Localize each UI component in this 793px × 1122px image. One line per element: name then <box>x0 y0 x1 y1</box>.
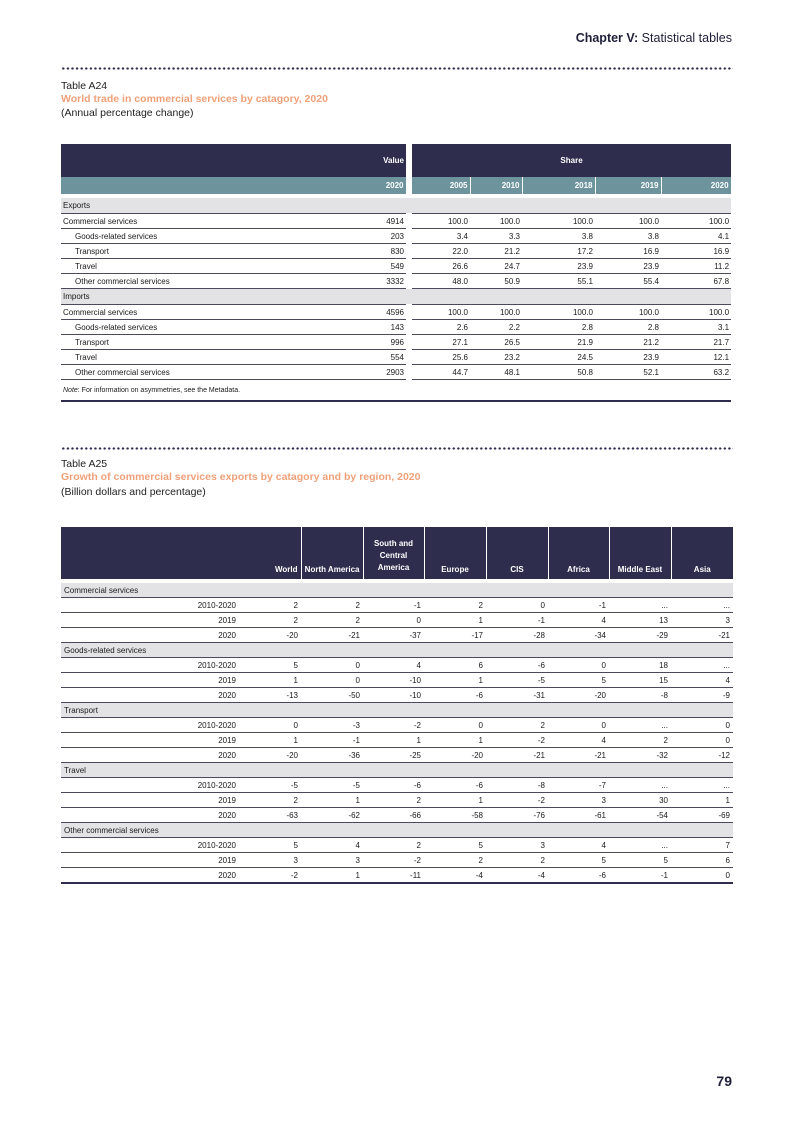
year-header: 2005 <box>412 177 470 194</box>
period-cell: 2019 <box>61 793 239 808</box>
value-cell: -61 <box>548 808 609 823</box>
value-cell: -11 <box>363 868 424 884</box>
value-cell: 18 <box>609 658 671 673</box>
table-row <box>61 808 733 823</box>
share-cell: 55.4 <box>595 274 661 289</box>
value-cell: 5 <box>239 658 301 673</box>
year-header: 2010 <box>470 177 522 194</box>
column-header: North America <box>301 527 363 579</box>
share-cell: 44.7 <box>412 365 470 380</box>
section-row <box>61 643 733 658</box>
value-cell: 4 <box>548 733 609 748</box>
value-cell: 1 <box>239 673 301 688</box>
table-row <box>61 628 733 643</box>
share-cell: 27.1 <box>412 335 470 350</box>
value-cell: -1 <box>363 598 424 613</box>
value-cell: -6 <box>548 868 609 884</box>
value-cell: -25 <box>363 748 424 763</box>
table-a25 <box>61 527 733 884</box>
row-label: Other commercial services <box>61 365 336 380</box>
share-cell: 11.2 <box>661 259 731 274</box>
share-cell: 100.0 <box>522 305 595 320</box>
share-header: Share <box>412 144 731 177</box>
dotted-divider <box>61 67 733 70</box>
header-blank <box>61 144 336 177</box>
value-cell: 30 <box>609 793 671 808</box>
section-label: Goods-related services <box>61 643 733 658</box>
section-row <box>61 763 733 778</box>
value-cell: 5 <box>239 838 301 853</box>
share-cell: 21.7 <box>661 335 731 350</box>
row-label: Travel <box>61 259 336 274</box>
value-cell: -2 <box>363 718 424 733</box>
period-cell: 2010-2020 <box>61 718 239 733</box>
value-cell: -10 <box>363 688 424 703</box>
year-header: 2019 <box>595 177 661 194</box>
value-cell: 3 <box>548 793 609 808</box>
share-cell: 23.9 <box>595 350 661 365</box>
table-a24-label: Table A24 <box>61 80 108 92</box>
value-cell: -34 <box>548 628 609 643</box>
row-label: Transport <box>61 244 336 259</box>
value-cell: -76 <box>486 808 548 823</box>
value-cell: -36 <box>301 748 363 763</box>
share-cell: 63.2 <box>661 365 731 380</box>
column-header: Europe <box>424 527 486 579</box>
table-row <box>61 613 733 628</box>
share-cell: 2.6 <box>412 320 470 335</box>
share-cell: 21.2 <box>470 244 522 259</box>
year-header: 2020 <box>661 177 731 194</box>
share-cell: 48.0 <box>412 274 470 289</box>
value-cell: -6 <box>424 778 486 793</box>
table-row <box>61 365 731 380</box>
table-row <box>61 259 731 274</box>
section-label: Travel <box>61 763 733 778</box>
value-cell: 4 <box>671 673 733 688</box>
period-cell: 2010-2020 <box>61 778 239 793</box>
value-cell: -8 <box>486 778 548 793</box>
value-header: Value <box>336 144 406 177</box>
share-cell: 21.9 <box>522 335 595 350</box>
value-cell: 5 <box>424 838 486 853</box>
value-cell: 4914 <box>336 214 406 229</box>
share-cell: 55.1 <box>522 274 595 289</box>
share-cell: 23.9 <box>522 259 595 274</box>
section-label: Other commercial services <box>61 823 733 838</box>
value-cell: 3 <box>239 853 301 868</box>
share-cell: 23.9 <box>595 259 661 274</box>
value-cell: 0 <box>548 718 609 733</box>
table-row <box>61 305 731 320</box>
share-cell: 26.5 <box>470 335 522 350</box>
value-cell: 0 <box>239 718 301 733</box>
value-cell: 5 <box>609 853 671 868</box>
share-cell: 100.0 <box>470 305 522 320</box>
value-cell: -3 <box>301 718 363 733</box>
value-cell: -5 <box>301 778 363 793</box>
value-cell: 2 <box>424 853 486 868</box>
value-cell: -66 <box>363 808 424 823</box>
value-cell: 1 <box>424 613 486 628</box>
share-cell: 26.6 <box>412 259 470 274</box>
period-cell: 2020 <box>61 808 239 823</box>
period-cell: 2010-2020 <box>61 598 239 613</box>
table-a25-subtitle: (Billion dollars and percentage) <box>61 486 206 498</box>
value-cell: 6 <box>424 658 486 673</box>
table-row <box>61 718 733 733</box>
dotted-divider <box>61 447 733 450</box>
value-cell: -8 <box>609 688 671 703</box>
value-cell: 4 <box>301 838 363 853</box>
value-cell: 0 <box>486 598 548 613</box>
share-cell: 21.2 <box>595 335 661 350</box>
share-cell: 22.0 <box>412 244 470 259</box>
share-cell: 100.0 <box>412 305 470 320</box>
value-cell: 2 <box>239 793 301 808</box>
value-cell: 2 <box>486 718 548 733</box>
table-row <box>61 244 731 259</box>
table-row <box>61 748 733 763</box>
value-cell: -63 <box>239 808 301 823</box>
value-cell: -1 <box>548 598 609 613</box>
column-header: Africa <box>548 527 609 579</box>
table-a25-label: Table A25 <box>61 458 108 470</box>
chapter-title: Statistical tables <box>638 31 732 45</box>
value-cell: ... <box>609 838 671 853</box>
value-cell: 2 <box>486 853 548 868</box>
value-cell: -32 <box>609 748 671 763</box>
share-cell: 100.0 <box>595 214 661 229</box>
share-cell: 50.9 <box>470 274 522 289</box>
period-cell: 2020 <box>61 868 239 884</box>
value-cell: 830 <box>336 244 406 259</box>
value-cell: ... <box>671 598 733 613</box>
share-cell: 16.9 <box>595 244 661 259</box>
value-cell: 0 <box>671 733 733 748</box>
value-cell: 2903 <box>336 365 406 380</box>
value-cell: ... <box>609 598 671 613</box>
value-cell: ... <box>609 718 671 733</box>
share-cell: 24.5 <box>522 350 595 365</box>
value-cell: 1 <box>671 793 733 808</box>
value-cell: 549 <box>336 259 406 274</box>
table-row <box>61 673 733 688</box>
table-row <box>61 838 733 853</box>
value-cell: 143 <box>336 320 406 335</box>
table-row <box>61 658 733 673</box>
value-cell: 0 <box>301 673 363 688</box>
row-label: Goods-related services <box>61 320 336 335</box>
value-cell: -2 <box>486 733 548 748</box>
column-header: CIS <box>486 527 548 579</box>
share-cell: 2.2 <box>470 320 522 335</box>
table-a24 <box>61 144 732 402</box>
value-cell: -17 <box>424 628 486 643</box>
section-label: Imports <box>61 289 731 305</box>
value-cell: -20 <box>239 748 301 763</box>
value-cell: 0 <box>301 658 363 673</box>
row-label: Goods-related services <box>61 229 336 244</box>
share-cell: 3.3 <box>470 229 522 244</box>
share-cell: 100.0 <box>522 214 595 229</box>
share-cell: 67.8 <box>661 274 731 289</box>
value-cell: -58 <box>424 808 486 823</box>
value-cell: -37 <box>363 628 424 643</box>
value-cell: -20 <box>424 748 486 763</box>
section-row <box>61 583 733 598</box>
value-cell: -29 <box>609 628 671 643</box>
value-cell: -20 <box>239 628 301 643</box>
value-cell: -62 <box>301 808 363 823</box>
year-header: 2018 <box>522 177 595 194</box>
value-cell: -10 <box>363 673 424 688</box>
value-cell: 7 <box>671 838 733 853</box>
period-cell: 2019 <box>61 733 239 748</box>
value-cell: -28 <box>486 628 548 643</box>
value-cell: 0 <box>671 868 733 884</box>
value-cell: -21 <box>301 628 363 643</box>
share-cell: 25.6 <box>412 350 470 365</box>
value-cell: 2 <box>239 598 301 613</box>
value-cell: 6 <box>671 853 733 868</box>
share-cell: 2.8 <box>522 320 595 335</box>
share-cell: 12.1 <box>661 350 731 365</box>
value-cell: 2 <box>301 613 363 628</box>
table-a24-subtitle: (Annual percentage change) <box>61 107 194 119</box>
value-cell: -13 <box>239 688 301 703</box>
share-cell: 17.2 <box>522 244 595 259</box>
value-cell: -12 <box>671 748 733 763</box>
value-cell: -54 <box>609 808 671 823</box>
table-row <box>61 868 733 884</box>
value-cell: -1 <box>609 868 671 884</box>
value-cell: -4 <box>486 868 548 884</box>
note-text: : For information on asymmetries, see the Metadata. <box>77 386 241 394</box>
value-cell: ... <box>671 778 733 793</box>
share-cell: 24.7 <box>470 259 522 274</box>
value-cell: 1 <box>424 733 486 748</box>
value-cell: 2 <box>239 613 301 628</box>
section-row <box>61 823 733 838</box>
value-cell: 1 <box>363 733 424 748</box>
value-cell: -7 <box>548 778 609 793</box>
table-row <box>61 853 733 868</box>
table-row <box>61 335 731 350</box>
period-cell: 2019 <box>61 613 239 628</box>
value-cell: 0 <box>424 718 486 733</box>
value-cell: 2 <box>363 793 424 808</box>
row-label: Commercial services <box>61 214 336 229</box>
value-cell: -69 <box>671 808 733 823</box>
share-cell: 100.0 <box>470 214 522 229</box>
value-cell: 996 <box>336 335 406 350</box>
page-number: 79 <box>716 1073 732 1089</box>
chapter-heading <box>576 31 732 45</box>
value-cell: 203 <box>336 229 406 244</box>
value-cell: -20 <box>548 688 609 703</box>
value-cell: -5 <box>486 673 548 688</box>
value-cell: 1 <box>424 793 486 808</box>
table-row <box>61 320 731 335</box>
value-cell: -9 <box>671 688 733 703</box>
section-row <box>61 198 731 214</box>
value-cell: 3 <box>486 838 548 853</box>
value-cell: -50 <box>301 688 363 703</box>
column-header: Asia <box>671 527 733 579</box>
period-cell: 2010-2020 <box>61 658 239 673</box>
share-cell: 16.9 <box>661 244 731 259</box>
period-cell: 2019 <box>61 853 239 868</box>
table-row <box>61 598 733 613</box>
chapter-number: Chapter V: <box>575 31 639 45</box>
section-label: Commercial services <box>61 583 733 598</box>
value-cell: ... <box>671 658 733 673</box>
period-cell: 2020 <box>61 688 239 703</box>
value-cell: 3332 <box>336 274 406 289</box>
table-note <box>61 380 731 402</box>
value-cell: -21 <box>548 748 609 763</box>
table-row <box>61 778 733 793</box>
value-cell: -2 <box>239 868 301 884</box>
value-cell: ... <box>609 778 671 793</box>
table-row <box>61 688 733 703</box>
value-cell: -21 <box>486 748 548 763</box>
table-row <box>61 350 731 365</box>
share-cell: 23.2 <box>470 350 522 365</box>
value-cell: 1 <box>424 673 486 688</box>
section-label: Transport <box>61 703 733 718</box>
share-cell: 3.8 <box>595 229 661 244</box>
table-row <box>61 274 731 289</box>
note-label: Note <box>63 386 78 394</box>
value-cell: 3 <box>671 613 733 628</box>
value-cell: 2 <box>363 838 424 853</box>
value-cell: -6 <box>424 688 486 703</box>
share-cell: 52.1 <box>595 365 661 380</box>
share-cell: 3.4 <box>412 229 470 244</box>
table-row <box>61 793 733 808</box>
value-cell: -1 <box>301 733 363 748</box>
value-cell: -4 <box>424 868 486 884</box>
table-row <box>61 214 731 229</box>
share-cell: 48.1 <box>470 365 522 380</box>
value-cell: -5 <box>239 778 301 793</box>
value-cell: -6 <box>486 658 548 673</box>
column-header: South and Central America <box>363 527 424 579</box>
value-cell: 554 <box>336 350 406 365</box>
row-label: Commercial services <box>61 305 336 320</box>
share-cell: 3.1 <box>661 320 731 335</box>
column-header: World <box>239 527 301 579</box>
value-cell: 5 <box>548 853 609 868</box>
period-cell: 2019 <box>61 673 239 688</box>
table-a24-title: World trade in commercial services by catagory, 2020 <box>61 93 328 105</box>
value-cell: 15 <box>609 673 671 688</box>
period-cell: 2020 <box>61 748 239 763</box>
value-cell: 4 <box>548 613 609 628</box>
value-cell: 0 <box>548 658 609 673</box>
value-cell: -2 <box>363 853 424 868</box>
section-row <box>61 703 733 718</box>
value-cell: 4 <box>548 838 609 853</box>
period-cell: 2020 <box>61 628 239 643</box>
value-cell: -1 <box>486 613 548 628</box>
value-cell: -31 <box>486 688 548 703</box>
year-header: 2020 <box>336 177 406 194</box>
column-header: Middle East <box>609 527 671 579</box>
share-cell: 100.0 <box>661 214 731 229</box>
value-cell: 1 <box>301 868 363 884</box>
table-a25-title: Growth of commercial services exports by catagory and by region, 2020 <box>61 471 421 483</box>
share-cell: 2.8 <box>595 320 661 335</box>
period-cell: 2010-2020 <box>61 838 239 853</box>
value-cell: 0 <box>363 613 424 628</box>
share-cell: 100.0 <box>412 214 470 229</box>
row-label: Transport <box>61 335 336 350</box>
value-cell: 4 <box>363 658 424 673</box>
value-cell: 13 <box>609 613 671 628</box>
value-cell: -6 <box>363 778 424 793</box>
share-cell: 4.1 <box>661 229 731 244</box>
value-cell: 0 <box>671 718 733 733</box>
table-row <box>61 733 733 748</box>
value-cell: 1 <box>301 793 363 808</box>
table-row <box>61 229 731 244</box>
share-cell: 50.8 <box>522 365 595 380</box>
value-cell: 2 <box>609 733 671 748</box>
value-cell: -21 <box>671 628 733 643</box>
share-cell: 3.8 <box>522 229 595 244</box>
section-row <box>61 289 731 305</box>
value-cell: 4596 <box>336 305 406 320</box>
value-cell: 2 <box>424 598 486 613</box>
share-cell: 100.0 <box>595 305 661 320</box>
value-cell: 2 <box>301 598 363 613</box>
share-cell: 100.0 <box>661 305 731 320</box>
row-label: Other commercial services <box>61 274 336 289</box>
value-cell: 1 <box>239 733 301 748</box>
row-label: Travel <box>61 350 336 365</box>
section-label: Exports <box>61 198 731 214</box>
value-cell: -2 <box>486 793 548 808</box>
value-cell: 5 <box>548 673 609 688</box>
value-cell: 3 <box>301 853 363 868</box>
